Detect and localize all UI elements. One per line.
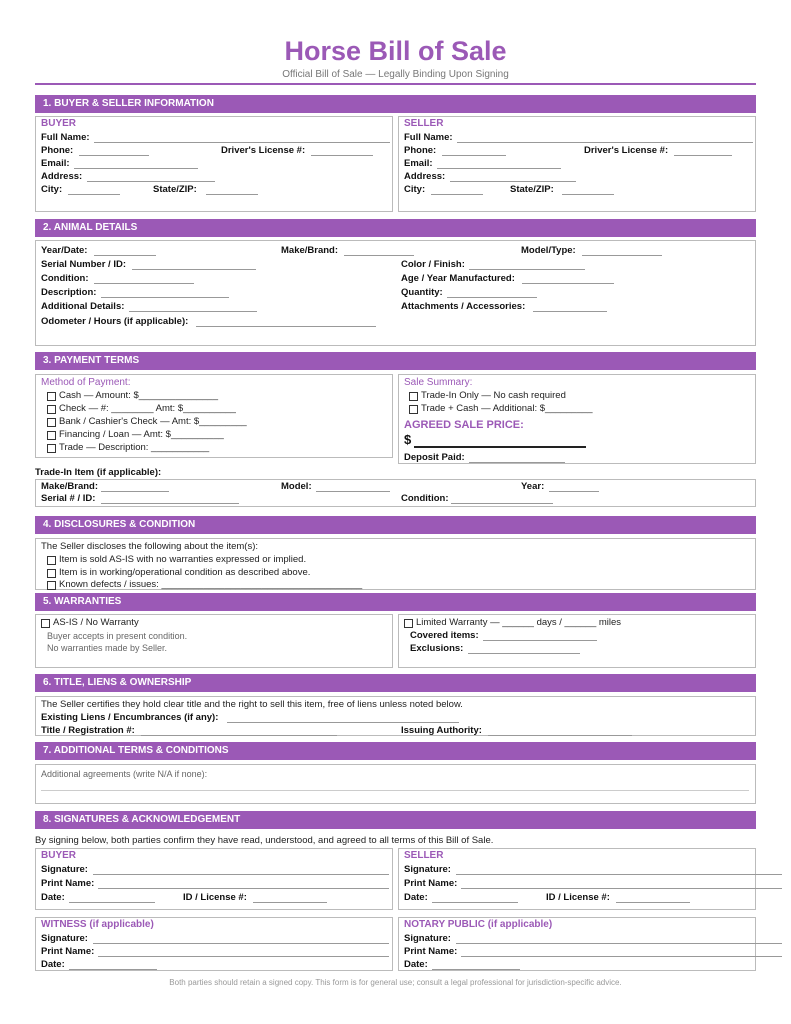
no-warranties-text: No warranties made by Seller. bbox=[47, 643, 168, 653]
trade-plus-cash-label: Trade + Cash — Additional: $_________ bbox=[421, 403, 593, 414]
existing-liens-field[interactable] bbox=[227, 722, 459, 723]
buyer-date-field[interactable] bbox=[69, 902, 155, 903]
trade-plus-cash-checkbox[interactable] bbox=[409, 405, 418, 414]
sale-summary-heading: Sale Summary: bbox=[404, 377, 473, 388]
known-defects-checkbox[interactable] bbox=[47, 581, 56, 590]
witness-print-name-label: Print Name: bbox=[41, 946, 95, 957]
buyer-address-label: Address: bbox=[41, 171, 83, 182]
covered-items-field[interactable] bbox=[483, 640, 597, 641]
witness-signature-field[interactable] bbox=[93, 943, 389, 944]
witness-date-label: Date: bbox=[41, 959, 65, 970]
attachments-label: Attachments / Accessories: bbox=[401, 301, 526, 312]
trade-in-make-field[interactable] bbox=[101, 491, 169, 492]
seller-full-name-field[interactable] bbox=[457, 142, 753, 143]
sig-seller-heading: SELLER bbox=[404, 850, 444, 861]
notary-print-name-field[interactable] bbox=[461, 956, 782, 957]
make-brand-field[interactable] bbox=[344, 255, 414, 256]
attachments-field[interactable] bbox=[533, 311, 607, 312]
buyer-print-name-label: Print Name: bbox=[41, 878, 95, 889]
quantity-field[interactable] bbox=[447, 297, 537, 298]
witness-signature-label: Signature: bbox=[41, 933, 88, 944]
bank-check-checkbox[interactable] bbox=[47, 418, 56, 427]
buyer-city-field[interactable] bbox=[68, 194, 120, 195]
trade-in-model-field[interactable] bbox=[316, 491, 390, 492]
notary-heading: NOTARY PUBLIC (if applicable) bbox=[404, 919, 553, 930]
seller-email-field[interactable] bbox=[437, 168, 561, 169]
buyer-date-label: Date: bbox=[41, 892, 65, 903]
trade-in-serial-label: Serial # / ID: bbox=[41, 493, 96, 504]
buyer-dl-field[interactable] bbox=[311, 155, 373, 156]
trade-in-model-label: Model: bbox=[281, 481, 312, 492]
check-checkbox[interactable] bbox=[47, 405, 56, 414]
additional-details-label: Additional Details: bbox=[41, 301, 125, 312]
trade-in-condition-field[interactable] bbox=[451, 503, 553, 504]
seller-phone-label: Phone: bbox=[404, 145, 437, 156]
notary-print-name-label: Print Name: bbox=[404, 946, 458, 957]
condition-field[interactable] bbox=[94, 283, 194, 284]
section-2-heading: 2. ANIMAL DETAILS bbox=[35, 219, 756, 237]
known-defects-label: Known defects / issues: ______________________________________ bbox=[59, 579, 363, 590]
trade-in-only-checkbox[interactable] bbox=[409, 392, 418, 401]
bank-check-option-label: Bank / Cashier's Check — Amt: $_________ bbox=[59, 416, 247, 427]
trade-in-serial-field[interactable] bbox=[101, 503, 239, 504]
witness-date-field[interactable] bbox=[69, 969, 157, 970]
seller-date-field[interactable] bbox=[432, 902, 518, 903]
buyer-signature-field[interactable] bbox=[93, 874, 389, 875]
buyer-full-name-field[interactable] bbox=[94, 142, 390, 143]
financing-checkbox[interactable] bbox=[47, 431, 56, 440]
seller-email-label: Email: bbox=[404, 158, 433, 169]
buyer-email-label: Email: bbox=[41, 158, 70, 169]
page-subtitle: Official Bill of Sale — Legally Binding Upon Signing bbox=[282, 69, 509, 80]
buyer-email-field[interactable] bbox=[74, 168, 198, 169]
sig-buyer-heading: BUYER bbox=[41, 850, 77, 861]
seller-signature-label: Signature: bbox=[404, 864, 451, 875]
issuing-authority-field[interactable] bbox=[488, 735, 632, 736]
buyer-phone-label: Phone: bbox=[41, 145, 74, 156]
notary-date-label: Date: bbox=[404, 959, 428, 970]
notary-signature-label: Signature: bbox=[404, 933, 451, 944]
deposit-paid-label: Deposit Paid: bbox=[404, 452, 465, 463]
trade-checkbox[interactable] bbox=[47, 444, 56, 453]
seller-print-name-label: Print Name: bbox=[404, 878, 458, 889]
buyer-statezip-label: State/ZIP: bbox=[153, 184, 197, 195]
covered-items-label: Covered items: bbox=[410, 630, 479, 641]
serial-number-label: Serial Number / ID: bbox=[41, 259, 126, 270]
seller-statezip-label: State/ZIP: bbox=[510, 184, 554, 195]
age-label: Age / Year Manufactured: bbox=[401, 273, 515, 284]
title-divider bbox=[35, 83, 756, 85]
seller-date-label: Date: bbox=[404, 892, 428, 903]
trade-in-year-label: Year: bbox=[521, 481, 545, 492]
make-brand-label: Make/Brand: bbox=[281, 245, 339, 256]
buyer-info-box bbox=[35, 116, 393, 212]
signatures-intro: By signing below, both parties confirm they have read, understood, and agreed to all terms of this Bill of Sale. bbox=[35, 835, 494, 846]
trade-in-condition-label: Condition: bbox=[401, 493, 449, 504]
section-8-heading: 8. SIGNATURES & ACKNOWLEDGEMENT bbox=[35, 811, 756, 829]
description-field[interactable] bbox=[101, 297, 229, 298]
as-is-label: Item is sold AS-IS with no warranties expressed or implied. bbox=[59, 554, 307, 565]
certify-text: The Seller certifies they hold clear title and the right to sell this item, free of liens unless noted below. bbox=[41, 699, 463, 710]
odometer-label: Odometer / Hours (if applicable): bbox=[41, 316, 189, 327]
cash-checkbox[interactable] bbox=[47, 392, 56, 401]
agreed-sale-price-field[interactable] bbox=[414, 446, 586, 448]
age-field[interactable] bbox=[522, 283, 614, 284]
seller-dl-label: Driver's License #: bbox=[584, 145, 669, 156]
buyer-city-label: City: bbox=[41, 184, 63, 195]
exclusions-field[interactable] bbox=[468, 653, 580, 654]
buyer-print-name-field[interactable] bbox=[98, 888, 389, 889]
seller-id-license-label: ID / License #: bbox=[546, 892, 610, 903]
seller-address-label: Address: bbox=[404, 171, 446, 182]
method-of-payment-heading: Method of Payment: bbox=[41, 377, 131, 388]
condition-label: Condition: bbox=[41, 273, 89, 284]
working-condition-checkbox[interactable] bbox=[47, 569, 56, 578]
color-finish-field[interactable] bbox=[469, 269, 585, 270]
buyer-phone-field[interactable] bbox=[79, 155, 149, 156]
agreed-sale-price-label: AGREED SALE PRICE: bbox=[404, 419, 524, 431]
seller-address-field[interactable] bbox=[450, 181, 576, 182]
witness-print-name-field[interactable] bbox=[98, 956, 389, 957]
seller-dl-field[interactable] bbox=[674, 155, 732, 156]
section-1-heading: 1. BUYER & SELLER INFORMATION bbox=[35, 95, 756, 113]
seller-phone-field[interactable] bbox=[442, 155, 506, 156]
buyer-signature-label: Signature: bbox=[41, 864, 88, 875]
seller-city-field[interactable] bbox=[431, 194, 483, 195]
buyer-id-license-label: ID / License #: bbox=[183, 892, 247, 903]
seller-heading: SELLER bbox=[404, 118, 444, 129]
section-5-heading: 5. WARRANTIES bbox=[35, 593, 756, 611]
trade-option-label: Trade — Description: ___________ bbox=[59, 442, 210, 453]
additional-agreements-field[interactable] bbox=[41, 790, 749, 791]
working-condition-label: Item is in working/operational condition as described above. bbox=[59, 567, 311, 578]
trade-in-year-field[interactable] bbox=[549, 491, 599, 492]
disclosures-intro: The Seller discloses the following about the item(s): bbox=[41, 541, 259, 552]
deposit-paid-field[interactable] bbox=[469, 462, 565, 463]
no-warranty-label: AS-IS / No Warranty bbox=[53, 617, 139, 628]
seller-info-box bbox=[398, 116, 756, 212]
seller-statezip-field[interactable] bbox=[562, 194, 614, 195]
seller-signature-field[interactable] bbox=[456, 874, 782, 875]
seller-print-name-field[interactable] bbox=[461, 888, 782, 889]
title-registration-field[interactable] bbox=[141, 735, 337, 736]
trade-in-only-label: Trade-In Only — No cash required bbox=[421, 390, 566, 401]
notary-date-field[interactable] bbox=[432, 969, 520, 970]
additional-details-field[interactable] bbox=[129, 311, 257, 312]
notary-signature-field[interactable] bbox=[456, 943, 782, 944]
quantity-label: Quantity: bbox=[401, 287, 443, 298]
additional-agreements-label: Additional agreements (write N/A if none): bbox=[41, 769, 208, 779]
year-date-field[interactable] bbox=[94, 255, 156, 256]
no-warranty-checkbox[interactable] bbox=[41, 619, 50, 628]
financing-option-label: Financing / Loan — Amt: $__________ bbox=[59, 429, 224, 440]
check-option-label: Check — #: ________ Amt: $__________ bbox=[59, 403, 236, 414]
page-title: Horse Bill of Sale bbox=[284, 36, 507, 66]
year-date-label: Year/Date: bbox=[41, 245, 88, 256]
buyer-address-field[interactable] bbox=[87, 181, 215, 182]
buyer-dl-label: Driver's License #: bbox=[221, 145, 306, 156]
section-3-heading: 3. PAYMENT TERMS bbox=[35, 352, 756, 370]
section-7-heading: 7. ADDITIONAL TERMS & CONDITIONS bbox=[35, 742, 756, 760]
buyer-full-name-label: Full Name: bbox=[41, 132, 90, 143]
existing-liens-label: Existing Liens / Encumbrances (if any): bbox=[41, 712, 219, 723]
trade-in-make-label: Make/Brand: bbox=[41, 481, 99, 492]
seller-full-name-label: Full Name: bbox=[404, 132, 453, 143]
limited-warranty-checkbox[interactable] bbox=[404, 619, 413, 628]
section-4-heading: 4. DISCLOSURES & CONDITION bbox=[35, 516, 756, 534]
footer-note: Both parties should retain a signed copy. This form is for general use; consult a legal professional for jurisdiction-specific advice. bbox=[169, 978, 622, 987]
exclusions-label: Exclusions: bbox=[410, 643, 464, 654]
issuing-authority-label: Issuing Authority: bbox=[401, 725, 482, 736]
as-is-checkbox[interactable] bbox=[47, 556, 56, 565]
title-registration-label: Title / Registration #: bbox=[41, 725, 135, 736]
model-type-field[interactable] bbox=[582, 255, 662, 256]
witness-heading: WITNESS (if applicable) bbox=[41, 919, 154, 930]
buyer-heading: BUYER bbox=[41, 118, 77, 129]
trade-in-item-heading: Trade-In Item (if applicable): bbox=[35, 467, 162, 478]
seller-city-label: City: bbox=[404, 184, 426, 195]
serial-number-field[interactable] bbox=[132, 269, 256, 270]
buyer-statezip-field[interactable] bbox=[206, 194, 258, 195]
description-label: Description: bbox=[41, 287, 97, 298]
price-dollar-sign: $ bbox=[404, 432, 412, 447]
model-type-label: Model/Type: bbox=[521, 245, 576, 256]
cash-option-label: Cash — Amount: $_______________ bbox=[59, 390, 218, 401]
color-finish-label: Color / Finish: bbox=[401, 259, 465, 270]
limited-warranty-label: Limited Warranty — ______ days / ______ miles bbox=[416, 617, 622, 628]
odometer-field[interactable] bbox=[196, 326, 376, 327]
buyer-id-license-field[interactable] bbox=[253, 902, 327, 903]
seller-id-license-field[interactable] bbox=[616, 902, 690, 903]
buyer-accepts-text: Buyer accepts in present condition. bbox=[47, 631, 188, 641]
section-6-heading: 6. TITLE, LIENS & OWNERSHIP bbox=[35, 674, 756, 692]
